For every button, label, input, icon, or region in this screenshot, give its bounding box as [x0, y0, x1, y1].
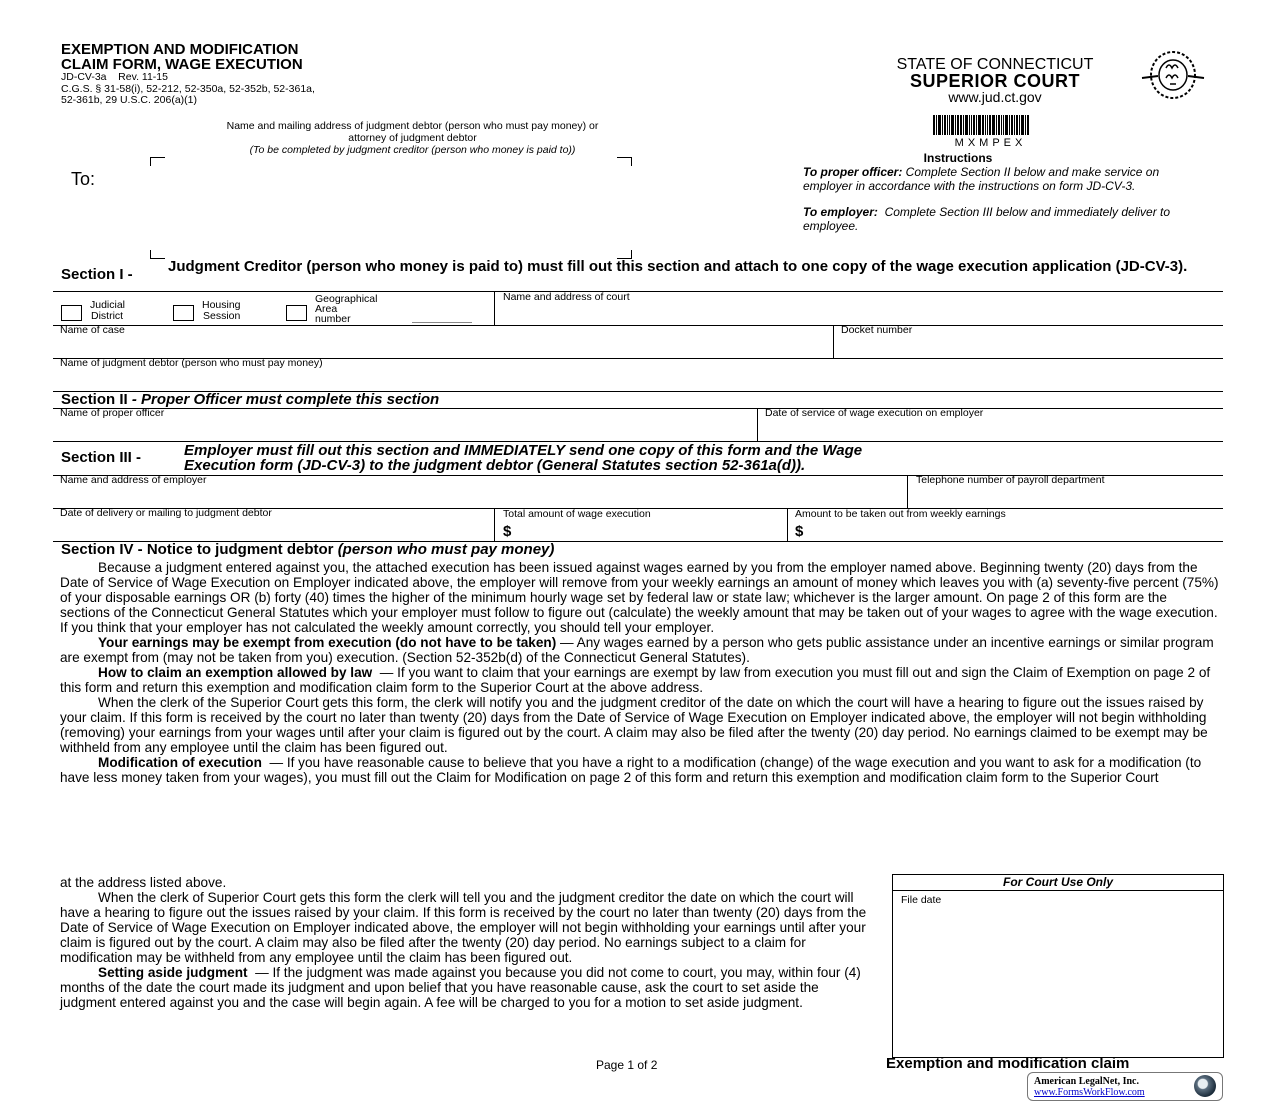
debtor-name-field[interactable] — [55, 370, 1221, 390]
geographical-area-label: Geographical Area number — [315, 293, 378, 325]
publisher-name: American LegalNet, Inc. — [1034, 1076, 1139, 1087]
judicial-district-label: Judicial District — [90, 299, 126, 322]
state-seal-icon — [1140, 48, 1206, 102]
total-amount-currency: $ — [503, 523, 512, 540]
proper-officer-label: Name of proper officer — [60, 407, 165, 419]
notice-paragraph-7: Setting aside judgment — If the judgment was made against you because you did not come to court, you may, within four (4) months of the date the court made its judgment and upon belief that you have reasonable cause, ask the court to set aside the judgment entered against you and the case will begin again. A fee will be charged to you for a motion to set aside judgment. — [60, 965, 865, 1010]
publisher-badge[interactable] — [1027, 1072, 1223, 1101]
judicial-district-checkbox[interactable] — [61, 305, 82, 321]
globe-icon — [1194, 1075, 1216, 1097]
section2-heading: Section II - Proper Officer must complete this section — [61, 391, 440, 408]
weekly-amount-currency: $ — [795, 523, 804, 540]
form-title: EXEMPTION AND MODIFICATION CLAIM FORM, WAGE EXECUTION — [61, 41, 303, 73]
employer-instruction: To employer: Complete Section III below and immediately deliver to employee. — [803, 205, 1174, 233]
statutes-line2: 52-361b, 29 U.S.C. 206(a)(1) — [61, 94, 197, 106]
section1-heading: Judgment Creditor (person who money is paid to) must fill out this section and attach to one copy of the wage execution application (JD-CV-3). — [168, 258, 1188, 275]
employer-name-label: Name and address of employer — [60, 474, 207, 486]
housing-session-label: Housing Session — [202, 299, 241, 322]
address-label: Name and mailing address of judgment debtor (person who must pay money) or attorney of judgment debtor (To be completed by judgment creditor (person who money is paid to)) — [226, 120, 599, 156]
payroll-phone-label: Telephone number of payroll department — [916, 474, 1105, 486]
notice-paragraph-6: When the clerk of Superior Court gets this form the clerk will tell you and the judgment creditor the date on which the court will have a hearing to figure out the issues raised by your claim. If this form is received by the court no later than twenty (20) days from the Date of Service of Wage Execution on Employer indicated above, the employer will not begin withholding your earnings until after your claim is figured out by the court. A claim may also be filed after the twenty (20) day period. No earnings subject to a claim for modification may be withheld from any employee until the claim has been figured out. — [60, 890, 867, 965]
service-date-field[interactable] — [759, 420, 1221, 440]
notice-paragraph-1: Because a judgment entered against you, the attached execution has been issued against wages earned by you from the employer named above. Beginning twenty (20) days from the Date of Service of Wage Execution on Employer indicated above, the employer will remove from your weekly earnings an amount of money which leaves you with (a) seventy-five percent (75%) of your disposable earnings OR (b) forty (40) times the higher of the minimum hourly wage set by federal law or state law; whichever is the larger amount. On page 2 of this form are the sections of the Connecticut General Statutes which your employer must follow to figure out (calculate) the weekly amount that may be taken out of your wages to agree with the wage execution. If you think that your employer has not calculated the weekly amount correctly, you should tell your employer. — [60, 560, 1219, 635]
court-use-title: For Court Use Only — [893, 875, 1223, 891]
court-name-label: Name and address of court — [503, 291, 630, 303]
notice-paragraph-3: How to claim an exemption allowed by law — If you want to claim that your earnings are exempt by law from execution you must fill out and sign the Claim of Exemption on page 2 of this form and return this exemption and modification claim form to the Superior Court at the above address. — [60, 665, 1214, 695]
page-number: Page 1 of 2 — [596, 1058, 658, 1072]
notice-paragraph-4: When the clerk of the Superior Court gets this form, the clerk will notify you and the judgment creditor of the date on which the court will have a hearing to figure out the issues raised by your claim. If this form is received by the court no later than twenty (20) days from the Date of Service of Wage Execution on Employer indicated above, the employer will not begin withholding (removing) your earnings from your wages until after your claim is figured out by the court. A claim may also be filed after the twenty (20) day period. No earnings claimed to be exempt may be withheld from any employee until the claim has been figured out. — [60, 695, 1215, 755]
state-name: STATE OF CONNECTICUT — [896, 56, 1094, 73]
docket-number-field[interactable] — [835, 337, 1221, 357]
debtor-name-label: Name of judgment debtor (person who must pay money) — [60, 357, 323, 369]
section3-label: Section III - — [61, 449, 142, 466]
docket-number-label: Docket number — [841, 324, 913, 336]
notice-text-upper — [60, 560, 1220, 785]
notice-text-lower — [60, 875, 875, 1010]
notice-paragraph-5-end: at the address listed above. — [60, 875, 227, 890]
employer-name-field[interactable] — [55, 487, 905, 507]
statutes-line1: C.G.S. § 31-58(i), 52-212, 52-350a, 52-352b, 52-361a, — [61, 82, 315, 95]
section1-label: Section I - — [61, 266, 133, 283]
delivery-date-label: Date of delivery or mailing to judgment debtor — [60, 507, 272, 519]
delivery-date-field[interactable] — [55, 520, 493, 540]
payroll-phone-field[interactable] — [909, 487, 1221, 507]
instructions-title: Instructions — [923, 151, 993, 165]
proper-officer-field[interactable] — [55, 420, 755, 440]
officer-instruction: To proper officer: Complete Section II below and make service on employer in accordance with the instructions on form JD-CV-3. — [803, 165, 1160, 193]
publisher-link[interactable]: www.FormsWorkFlow.com — [1034, 1087, 1145, 1098]
notice-paragraph-2: Your earnings may be exempt from execution (do not have to be taken) — Any wages earned by a person who gets public assistance under an incentive earnings or similar program are exempt from (may not be taken from you) execution. (Section 52-352b(d) of the Connecticut General Statutes). — [60, 635, 1214, 665]
notice-paragraph-5: Modification of execution — If you have reasonable cause to believe that you have a right to a modification (change) of the wage execution and you want to ask for a modification (to have less money taken from your wages), you must fill out the Claim for Modification on page 2 of this form and return this exemption and modification claim form to the Superior Court — [60, 755, 1205, 785]
form-identifiers — [61, 72, 315, 107]
court-use-box — [892, 874, 1224, 1058]
court-website: www.jud.ct.gov — [948, 89, 1042, 105]
court-name-field[interactable] — [495, 304, 1222, 324]
file-date-label: File date — [901, 894, 942, 906]
to-label: To: — [71, 169, 96, 189]
barcode — [933, 115, 1048, 135]
section3-heading: Employer must fill out this section and IMMEDIATELY send one copy of this form and the Wage Execution form (JD-CV-3) to the judgment debtor (General Statutes section 52-361a(d)). — [184, 442, 863, 474]
court-heading — [845, 57, 1145, 104]
instructions-text — [803, 166, 1193, 233]
address-field[interactable] — [150, 157, 632, 259]
total-amount-field[interactable] — [516, 521, 784, 540]
section4-heading: Section IV - Notice to judgment debtor (person who must pay money) — [61, 541, 555, 558]
barcode-text: MXMPEX — [954, 137, 1027, 149]
service-date-label: Date of service of wage execution on employer — [765, 407, 984, 419]
court-name: SUPERIOR COURT — [909, 71, 1080, 91]
claim-footer-title: Exemption and modification claim — [886, 1055, 1130, 1072]
housing-session-checkbox[interactable] — [173, 305, 194, 321]
form-id: JD-CV-3a Rev. 11-15 — [61, 71, 168, 83]
weekly-amount-field[interactable] — [808, 521, 1220, 540]
geographical-area-number-field[interactable] — [412, 322, 472, 323]
weekly-amount-label: Amount to be taken out from weekly earnings — [795, 508, 1006, 520]
total-amount-label: Total amount of wage execution — [503, 508, 651, 520]
geographical-area-checkbox[interactable] — [286, 305, 307, 321]
case-name-label: Name of case — [60, 324, 125, 336]
case-name-field[interactable] — [55, 337, 830, 357]
